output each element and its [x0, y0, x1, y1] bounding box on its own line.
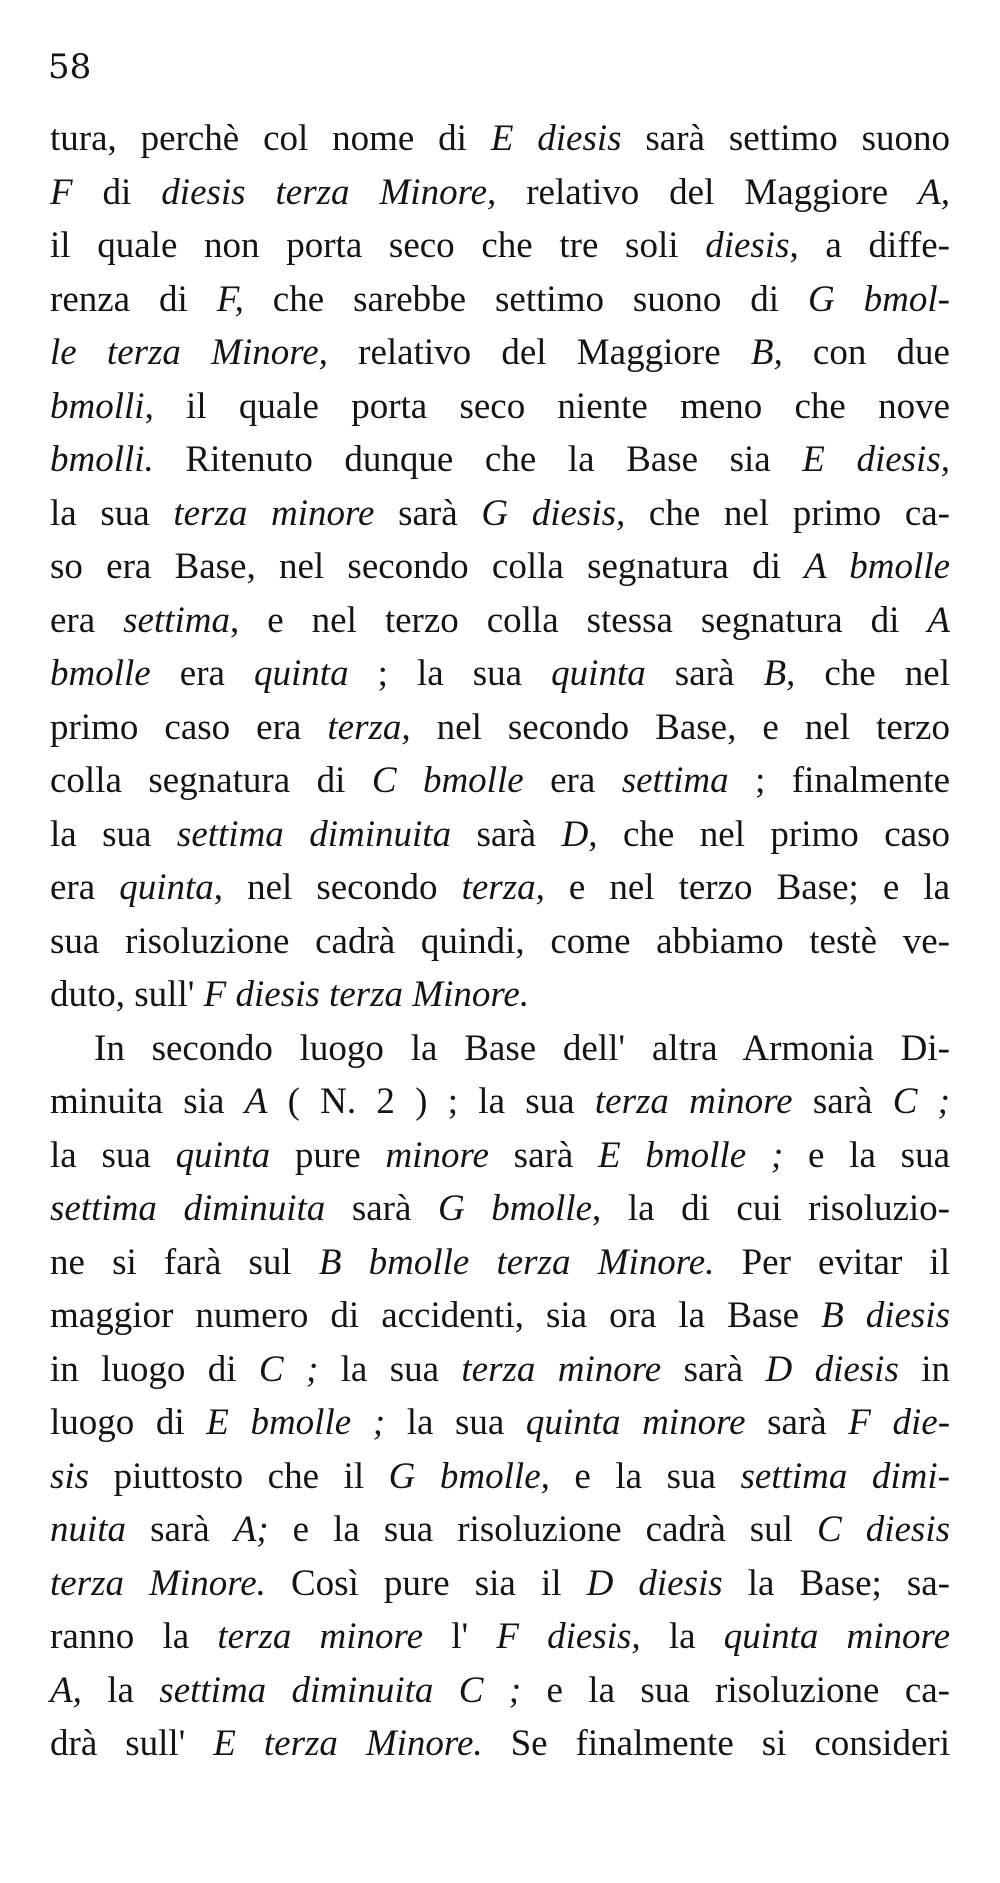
text-line	[50, 1289, 950, 1343]
italic-term: C ;	[258, 1348, 319, 1390]
text-line	[50, 1717, 950, 1771]
text-line	[50, 380, 950, 434]
italic-term: F,	[216, 278, 244, 320]
text-segment: l'	[423, 1616, 497, 1657]
text-segment: il quale non porta seco che tre soli	[50, 225, 706, 266]
text-segment: , nel secondo	[213, 867, 462, 908]
italic-term: quinta	[254, 653, 349, 694]
italic-term: E diesis	[490, 118, 622, 159]
text-segment: sarà	[451, 813, 562, 855]
text-segment: ne si farà sul	[50, 1241, 319, 1283]
text-line	[50, 915, 950, 969]
italic-term: E diesis,	[802, 439, 950, 480]
italic-term: B,	[763, 653, 796, 694]
text-segment: drà sull'	[50, 1723, 214, 1764]
italic-term: bmolli	[50, 385, 145, 427]
italic-term: A	[927, 599, 950, 641]
italic-term: terza,	[461, 867, 545, 908]
text-segment: e la sua risoluzione cadrà sul	[268, 1509, 817, 1550]
text-segment: sarà	[745, 1402, 849, 1443]
text-line	[50, 1664, 950, 1718]
text-segment: con due	[782, 332, 950, 373]
text-segment: e la sua	[549, 1455, 741, 1497]
italic-term: C diesis	[817, 1509, 950, 1550]
italic-term: quinta	[175, 1134, 271, 1176]
text-segment: era	[50, 599, 124, 641]
text-segment: in luogo di	[50, 1348, 259, 1390]
text-segment: la	[81, 1669, 160, 1711]
italic-term: A;	[233, 1509, 269, 1550]
text-segment: che sarebbe settimo suono di	[243, 278, 808, 320]
text-line	[50, 487, 950, 541]
text-line	[50, 112, 950, 166]
text-line	[50, 326, 950, 380]
text-segment: sarà	[792, 1081, 893, 1122]
text-segment: la Base; sa-	[722, 1562, 950, 1604]
italic-term: quinta minore	[525, 1402, 746, 1443]
text-segment: relativo del Maggiore	[496, 171, 919, 213]
text-line	[50, 1610, 950, 1664]
text-segment: maggior numero di accidenti, sia ora la Base	[50, 1295, 822, 1336]
italic-term: quinta minore	[723, 1616, 951, 1657]
italic-term: D diesis	[586, 1562, 723, 1604]
text-segment: minuita sia	[50, 1081, 245, 1122]
italic-term: G bmolle,	[388, 1455, 550, 1497]
italic-term: quinta	[551, 653, 646, 694]
italic-term: A,	[918, 171, 950, 213]
italic-term: G bmolle	[438, 1188, 592, 1229]
text-segment: e la sua	[783, 1134, 950, 1176]
text-line	[50, 1396, 950, 1450]
text-line	[50, 647, 950, 701]
text-line	[50, 808, 950, 862]
text-segment: luogo di	[50, 1402, 207, 1443]
italic-term: A bmolle	[804, 546, 950, 587]
italic-term: B,	[750, 332, 783, 373]
text-segment: sua risoluzione cadrà quindi, come abbiamo testè ve-	[50, 920, 950, 962]
page-number: 58	[48, 47, 92, 87]
text-segment: duto, sull'	[50, 974, 204, 1015]
text-segment: Se finalmente si consideri	[482, 1723, 950, 1764]
text-segment: colla segnatura di	[50, 760, 372, 801]
italic-term: F	[50, 171, 73, 213]
italic-term: settima diminuita	[50, 1188, 326, 1229]
text-segment: ranno la	[50, 1616, 218, 1657]
text-segment: , la di cui risoluzio-	[592, 1188, 950, 1229]
text-segment: ; finalmente	[728, 760, 951, 801]
italic-term: settima dimi-	[740, 1455, 950, 1497]
italic-term: C bmolle	[371, 760, 524, 801]
text-segment: Ritenuto dunque che la Base sia	[153, 439, 803, 480]
text-line	[50, 540, 950, 594]
text-segment: In secondo luogo la Base dell' altra Armonia Di-	[94, 1027, 950, 1069]
text-segment: la sua	[50, 813, 177, 855]
italic-term: D diesis	[765, 1348, 899, 1390]
text-line	[50, 754, 950, 808]
italic-term: E bmolle ;	[598, 1134, 784, 1176]
italic-term: D,	[561, 813, 598, 855]
text-segment: in	[898, 1348, 950, 1390]
italic-term: F die-	[848, 1402, 951, 1443]
italic-term: E terza Minore.	[213, 1723, 483, 1764]
text-line	[50, 861, 950, 915]
text-segment: , a diffe-	[789, 225, 951, 266]
text-segment: la	[640, 1616, 724, 1657]
text-segment: sarà settimo suono	[621, 118, 951, 159]
text-line	[50, 594, 950, 648]
text-line	[50, 1557, 950, 1611]
italic-term: bmolle	[50, 653, 151, 694]
text-line	[50, 1503, 950, 1557]
text-segment: ( N. 2 ) ; la sua	[267, 1081, 595, 1122]
italic-term: F diesis,	[496, 1616, 641, 1657]
text-line	[50, 1450, 950, 1504]
italic-term: C ;	[892, 1081, 950, 1122]
text-segment: sarà	[126, 1509, 234, 1550]
text-segment: era	[523, 760, 622, 801]
text-segment: sarà	[325, 1188, 438, 1229]
text-line	[50, 968, 950, 1022]
text-segment: nel secondo Base, e nel terzo	[410, 706, 950, 748]
text-segment: relativo del Maggiore	[327, 332, 751, 373]
italic-term: F diesis terza Minore.	[203, 974, 530, 1015]
text-segment: pure	[270, 1134, 386, 1176]
text-line	[50, 1236, 950, 1290]
text-segment: so era Base, nel secondo colla segnatura di	[50, 546, 805, 587]
italic-term: terza minore	[461, 1348, 662, 1390]
italic-term: terza,	[327, 706, 411, 748]
italic-term: B bmolle terza Minore.	[318, 1241, 715, 1283]
text-line	[50, 1022, 950, 1076]
italic-term: diesis	[705, 225, 790, 266]
body-text	[50, 112, 950, 1771]
italic-term: quinta	[119, 867, 214, 908]
text-segment	[433, 1670, 458, 1711]
text-line	[50, 701, 950, 755]
text-segment: era	[150, 653, 255, 694]
italic-term: G bmol-	[808, 278, 950, 320]
text-segment: la sua	[318, 1348, 462, 1390]
italic-term: diesis terza Minore,	[161, 171, 497, 213]
text-segment: e nel terzo Base; e la	[544, 867, 951, 908]
text-line	[50, 273, 950, 327]
italic-term: G diesis,	[481, 492, 626, 534]
text-segment: era	[50, 867, 120, 908]
text-segment: tura, perchè col nome di	[50, 118, 491, 159]
italic-term: terza minore	[173, 492, 375, 534]
text-line	[50, 1343, 950, 1397]
text-segment: renza di	[50, 278, 217, 320]
text-line	[50, 1075, 950, 1129]
text-line	[50, 1182, 950, 1236]
text-line	[50, 1129, 950, 1183]
italic-term: minore	[385, 1134, 489, 1176]
italic-term: settima diminuita	[159, 1669, 434, 1711]
text-line	[50, 433, 950, 487]
italic-term: terza Minore.	[50, 1562, 266, 1604]
italic-term: A	[244, 1081, 268, 1122]
text-segment: Per evitar il	[714, 1241, 950, 1283]
italic-term: C ;	[458, 1669, 522, 1711]
text-segment: che nel	[795, 653, 950, 694]
italic-term: B diesis	[821, 1295, 950, 1336]
italic-term: settima diminuita	[176, 813, 452, 855]
italic-term: A,	[50, 1669, 82, 1711]
text-segment: primo caso era	[50, 706, 328, 748]
italic-term: settima	[123, 599, 231, 641]
text-segment: sarà	[374, 492, 482, 534]
italic-term: le terza Minore,	[50, 332, 328, 373]
italic-term: settima	[621, 760, 729, 801]
text-segment: che nel primo ca-	[625, 492, 950, 534]
italic-term: sis	[50, 1455, 90, 1497]
italic-term: E bmolle ;	[206, 1402, 386, 1443]
text-segment: di	[72, 171, 162, 213]
italic-term: terza minore	[217, 1616, 423, 1657]
italic-term: nuita	[50, 1509, 127, 1550]
text-segment: ; la sua	[348, 653, 552, 694]
text-segment: sarà	[488, 1134, 599, 1176]
text-segment: e la sua risoluzione ca-	[521, 1669, 950, 1711]
text-segment: la sua	[385, 1402, 526, 1443]
text-segment: la sua	[50, 1134, 176, 1176]
text-segment: , il quale porta seco niente meno che nove	[144, 385, 950, 427]
italic-term: bmolli.	[50, 439, 154, 480]
text-line	[50, 219, 950, 273]
text-segment: la sua	[50, 492, 174, 534]
text-segment: sarà	[661, 1348, 766, 1390]
text-segment: che nel primo caso	[597, 813, 950, 855]
text-segment: , e nel terzo colla stessa segnatura di	[230, 599, 928, 641]
text-line	[50, 166, 950, 220]
text-segment: piuttosto che il	[89, 1455, 389, 1497]
italic-term: terza minore	[594, 1081, 793, 1122]
text-segment: Così pure sia il	[265, 1562, 587, 1604]
text-segment: sarà	[645, 653, 764, 694]
